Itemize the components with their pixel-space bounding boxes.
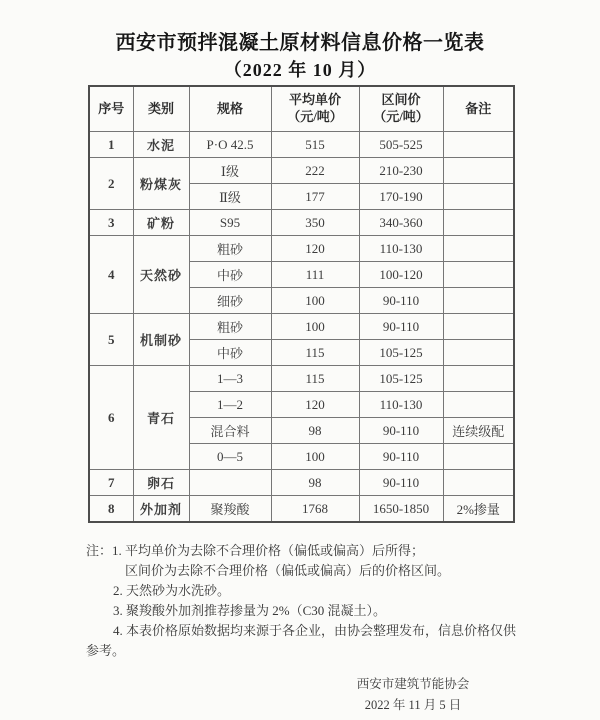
page-subtitle: （2022 年 10 月）: [223, 60, 377, 80]
cell-spec: 中砂: [189, 340, 271, 366]
cell-category: 外加剂: [133, 496, 189, 523]
cell-remark: [443, 262, 514, 288]
cell-range: 90-110: [359, 444, 443, 470]
cell-remark: [443, 288, 514, 314]
signature-block: [348, 674, 478, 716]
cell-spec: 中砂: [189, 262, 271, 288]
cell-range: 110-130: [359, 236, 443, 262]
cell-remark: [443, 236, 514, 262]
notes-block: [86, 541, 532, 661]
cell-avg: 98: [271, 470, 359, 496]
cell-avg: 1768: [271, 496, 359, 523]
cell-remark: [443, 340, 514, 366]
cell-spec: 细砂: [189, 288, 271, 314]
cell-remark: [443, 366, 514, 392]
cell-no: 5: [89, 314, 133, 366]
cell-range: 505-525: [359, 132, 443, 158]
note-line: 注：1. 平均单价为去除不合理价格（偏低或偏高）后所得；: [86, 543, 425, 558]
header-remark: 备注: [443, 86, 514, 132]
cell-category: 粉煤灰: [133, 158, 189, 210]
cell-category: 机制砂: [133, 314, 189, 366]
table-row: [89, 366, 514, 392]
header-category: 类别: [133, 86, 189, 132]
issue-date: 2022 年 11 月 5 日: [364, 698, 462, 712]
note-line: 区间价为去除不合理价格（偏低或偏高）后的价格区间。: [125, 563, 451, 578]
cell-spec: 聚羧酸: [189, 496, 271, 523]
header-avg-price: [271, 86, 359, 132]
cell-no: 3: [89, 210, 133, 236]
cell-remark: 2%掺量: [443, 496, 514, 523]
table-row: [89, 496, 514, 523]
cell-spec: 1—2: [189, 392, 271, 418]
cell-no: 7: [89, 470, 133, 496]
cell-no: 4: [89, 236, 133, 314]
cell-remark: [443, 470, 514, 496]
header-avg-line1: 平均单价: [288, 92, 341, 108]
cell-range: 210-230: [359, 158, 443, 184]
cell-spec: 1—3: [189, 366, 271, 392]
cell-spec: [189, 470, 271, 496]
cell-avg: 222: [271, 158, 359, 184]
cell-range: 90-110: [359, 470, 443, 496]
cell-remark: [443, 314, 514, 340]
note-line: 2. 天然砂为水洗砂。: [113, 583, 231, 598]
cell-range: 90-110: [359, 418, 443, 444]
table-header-row: [89, 86, 514, 132]
cell-range: 170-190: [359, 184, 443, 210]
cell-category: 矿粉: [133, 210, 189, 236]
header-range-price: [359, 86, 443, 132]
cell-spec: P·O 42.5: [189, 132, 271, 158]
cell-range: 105-125: [359, 340, 443, 366]
cell-category: 水泥: [133, 132, 189, 158]
cell-range: 1650-1850: [359, 496, 443, 523]
header-range-line1: 区间价: [381, 92, 421, 108]
cell-avg: 350: [271, 210, 359, 236]
header-range-line2: （元/吨）: [373, 109, 429, 124]
cell-range: 100-120: [359, 262, 443, 288]
cell-avg: 115: [271, 366, 359, 392]
table-row: [89, 132, 514, 158]
cell-avg: 100: [271, 288, 359, 314]
cell-spec: Ⅱ级: [189, 184, 271, 210]
table-row: [89, 210, 514, 236]
cell-avg: 120: [271, 392, 359, 418]
note-line: 4. 本表价格原始数据均来源于各企业，由协会整理发布，信息价格仅供: [113, 623, 517, 638]
cell-avg: 120: [271, 236, 359, 262]
cell-remark: [443, 210, 514, 236]
cell-category: 青石: [133, 366, 189, 470]
cell-remark: [443, 158, 514, 184]
issuing-organization: 西安市建筑节能协会: [356, 677, 470, 691]
cell-range: 110-130: [359, 392, 443, 418]
price-table: [88, 85, 515, 523]
cell-no: 8: [89, 496, 133, 523]
cell-no: 6: [89, 366, 133, 470]
cell-spec: 粗砂: [189, 314, 271, 340]
header-spec: 规格: [189, 86, 271, 132]
cell-avg: 98: [271, 418, 359, 444]
cell-category: 卵石: [133, 470, 189, 496]
cell-range: 90-110: [359, 288, 443, 314]
cell-no: 1: [89, 132, 133, 158]
cell-remark: 连续级配: [443, 418, 514, 444]
cell-range: 105-125: [359, 366, 443, 392]
table-row: [89, 158, 514, 184]
cell-category: 天然砂: [133, 236, 189, 314]
cell-remark: [443, 132, 514, 158]
page-title: 西安市预拌混凝土原材料信息价格一览表: [115, 32, 485, 54]
cell-remark: [443, 392, 514, 418]
cell-avg: 100: [271, 314, 359, 340]
note-line: 参考。: [86, 643, 126, 658]
header-avg-line2: （元/吨）: [287, 109, 343, 124]
cell-avg: 515: [271, 132, 359, 158]
table-row: [89, 314, 514, 340]
cell-avg: 115: [271, 340, 359, 366]
cell-spec: 混合料: [189, 418, 271, 444]
cell-range: 90-110: [359, 314, 443, 340]
cell-spec: S95: [189, 210, 271, 236]
cell-spec: 0—5: [189, 444, 271, 470]
cell-spec: Ⅰ级: [189, 158, 271, 184]
header-no: 序号: [89, 86, 133, 132]
table-row: [89, 470, 514, 496]
cell-avg: 111: [271, 262, 359, 288]
cell-avg: 100: [271, 444, 359, 470]
cell-remark: [443, 444, 514, 470]
cell-avg: 177: [271, 184, 359, 210]
cell-no: 2: [89, 158, 133, 210]
note-line: 3. 聚羧酸外加剂推荐掺量为 2%（C30 混凝土）。: [113, 603, 387, 618]
cell-remark: [443, 184, 514, 210]
cell-range: 340-360: [359, 210, 443, 236]
table-row: [89, 236, 514, 262]
cell-spec: 粗砂: [189, 236, 271, 262]
